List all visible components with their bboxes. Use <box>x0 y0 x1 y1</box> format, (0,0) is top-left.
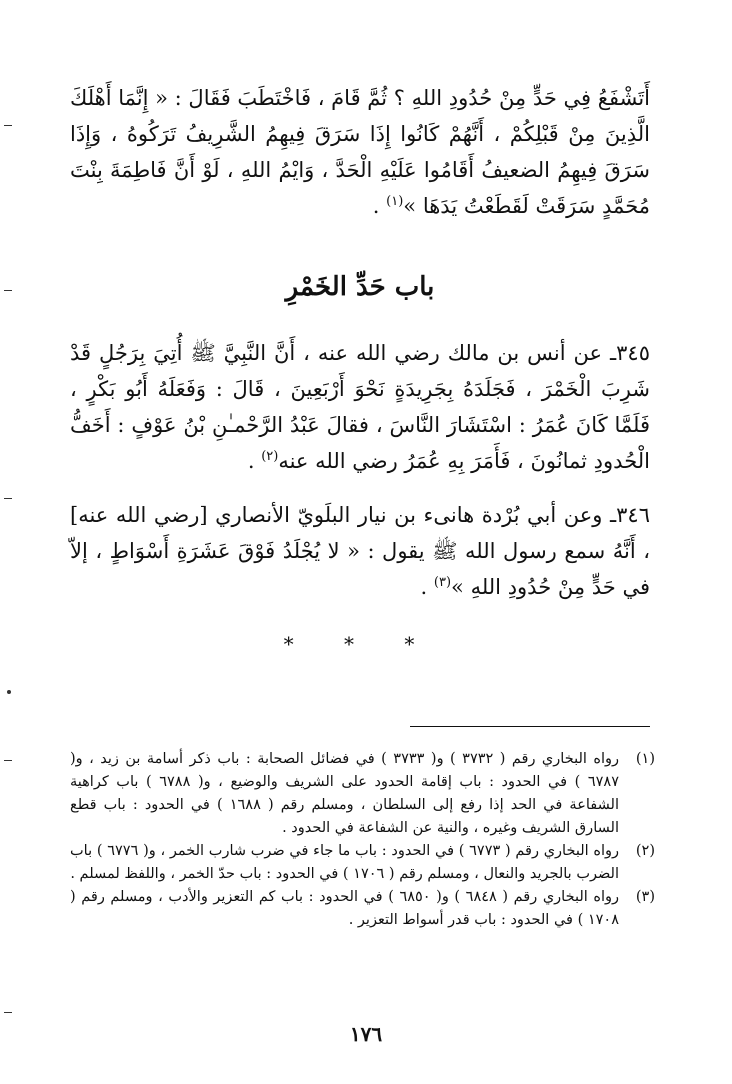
chapter-heading: باب حَدِّ الخَمْرِ <box>285 272 435 302</box>
scan-margin-dot <box>7 690 11 694</box>
hadith-345-end: . <box>247 449 262 473</box>
footnote-divider <box>410 726 650 727</box>
footnote-ref-1[interactable]: (١) <box>386 194 404 209</box>
intro-end: . <box>372 194 387 218</box>
scan-margin-mark <box>4 290 12 291</box>
section-separator: * * * <box>283 632 437 656</box>
page-number: ١٧٦ <box>349 1022 383 1046</box>
hadith-346-end: . <box>420 575 434 599</box>
intro-text: أَتَشْفَعُ فِي حَدٍّ مِنْ حُدُودِ اللهِ ؟ ثُمَّ قَامَ ، فَاخْتَطَبَ فَقَالَ : « إِنَّمَا أَهْلَكَ الَّذِينَ مِنْ قَبْلِكُمْ ، أَنَّهُمْ كَانُوا إِذَا سَرَقَ فِيهِمُ الشَّرِيفُ تَرَكُوهُ ، وَإِذَا سَرَقَ فِيهِمُ الضعيفُ أَقَامُوا عَلَيْهِ الْحَدَّ ، وَايْمُ اللهِ ، لَوْ أَنَّ فَاطِمَةَ بِنْتَ مُحَمَّدٍ سَرَقَتْ لَقَطَعْتُ يَدَهَا » <box>70 86 650 218</box>
footnote-2 <box>70 840 655 886</box>
footnote-ref-2[interactable]: (٢) <box>261 449 279 464</box>
footnote-ref-3[interactable]: (٣) <box>433 575 452 590</box>
footnote-text: رواه البخاري رقم ( ٦٨٤٨ ) و( ٦٨٥٠ ) في الحدود : باب كم التعزير والأدب ، ومسلم رقم ( ١٧٠٨ ) في الحدود : باب قدر أسواط التعزير . <box>70 889 619 928</box>
footnotes-section <box>70 748 655 932</box>
intro-paragraph <box>70 80 650 224</box>
scan-margin-mark <box>4 760 12 761</box>
footnote-number: (٣) <box>635 889 655 905</box>
footnote-3 <box>70 886 655 932</box>
scan-margin-mark <box>4 1012 12 1013</box>
footnote-1 <box>70 748 655 840</box>
footnote-text: رواه البخاري رقم ( ٦٧٧٣ ) في الحدود : باب ما جاء في ضرب شارب الخمر ، و( ٦٧٧٦ ) باب الضرب بالجريد والنعال ، ومسلم رقم ( ١٧٠٦ ) في الحدود : باب حدّ الخمر ، واللفظ لمسلم . <box>70 843 620 882</box>
footnote-number: (٢) <box>635 843 655 859</box>
hadith-345-text: ٣٤٥ـ عن أنس بن مالك رضي الله عنه ، أَنَّ النَّبِيَّ ﷺ أُتِيَ بِرَجُلٍ قَدْ شَرِبَ الْخَمْرَ ، فَجَلَدَهُ بِجَرِيدَةٍ نَحْوَ أَرْبَعِينَ ، قَالَ : وَفَعَلَهُ أَبُو بَكْرٍ ، فَلَمَّا كَانَ عُمَرُ : اسْتَشَارَ النَّاسَ ، فقالَ عَبْدُ الرَّحْمـٰنِ بْنُ عَوْفٍ : أَخَفُّ الْحُدودِ ثمانُونَ ، فَأَمَرَ بِهِ عُمَرُ رضي الله عنه <box>70 341 650 473</box>
hadith-346-paragraph <box>70 497 650 605</box>
hadith-345-paragraph <box>70 335 650 479</box>
hadith-346-text: ٣٤٦ـ وعن أبي بُرْدة هانىء بن نيار البلَويّ الأنصاري [رضي الله عنه] ، أَنَّهُ سمع رسول الله ﷺ يقول : « لا يُجْلَدُ فَوْقَ عَشَرَةِ أَسْوَاطٍ ، إلاّ في حَدٍّ مِنْ حُدُودِ اللهِ » <box>70 503 650 599</box>
footnote-text: رواه البخاري رقم ( ٣٧٣٢ ) و( ٣٧٣٣ ) في فضائل الصحابة : باب ذكر أسامة بن زيد ، و( ٦٧٨٧ ) في الحدود : باب إقامة الحدود على الشريف والوضيع ، و( ٦٧٨٨ ) باب كراهية الشفاعة في الحد إذا رفع إلى السلطان ، ومسلم رقم ( ١٦٨٨ ) في الحدود : باب قطع السارق الشريف وغيره ، والنية عن الشفاعة في الحدود . <box>70 751 619 836</box>
footnote-number: (١) <box>635 751 655 767</box>
scan-margin-mark <box>4 498 12 499</box>
scan-margin-mark <box>4 125 12 126</box>
